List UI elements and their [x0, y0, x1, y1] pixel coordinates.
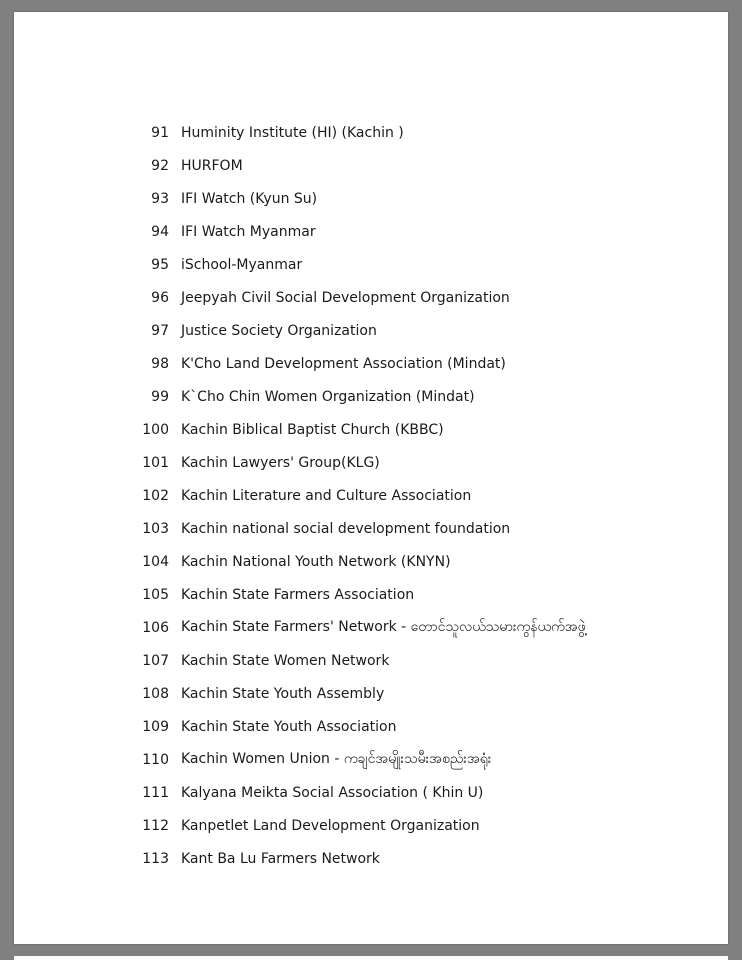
list-item [14, 149, 728, 182]
organization-name: Kachin National Youth Network (KNYN) [181, 553, 451, 570]
list-item [14, 248, 728, 281]
list-item [14, 578, 728, 611]
organization-name: Huminity Institute (HI) (Kachin ) [181, 124, 404, 141]
item-number: 97 [151, 322, 169, 339]
organization-name: Kant Ba Lu Farmers Network [181, 850, 380, 867]
list-item [14, 512, 728, 545]
organization-name: Kalyana Meikta Social Association ( Khin U) [181, 784, 484, 801]
organization-name: Kachin Literature and Culture Association [181, 487, 472, 504]
organization-name: IFI Watch Myanmar [181, 223, 316, 240]
list-item [14, 380, 728, 413]
item-number: 102 [142, 487, 169, 504]
item-number: 110 [142, 751, 169, 768]
list-item [14, 710, 728, 743]
organization-name: Justice Society Organization [181, 322, 377, 339]
organization-name: iSchool-Myanmar [181, 256, 303, 273]
item-number: 92 [151, 157, 169, 174]
list-item [14, 281, 728, 314]
item-number: 108 [142, 685, 169, 702]
item-number: 112 [142, 817, 169, 834]
organization-name: Kachin State Youth Assembly [181, 685, 385, 702]
document-page [14, 12, 728, 944]
item-number: 99 [151, 388, 169, 405]
list-item [14, 644, 728, 677]
organization-name: IFI Watch (Kyun Su) [181, 190, 318, 207]
list-item [14, 413, 728, 446]
next-page-edge [14, 956, 728, 960]
item-number: 104 [142, 553, 169, 570]
organization-name: Kachin State Farmers' Network - တောင်သူလယ်သမားကွန်ယက်အဖွဲ့ [181, 619, 586, 635]
organization-name: Kachin Women Union - ကချင်အမျိုးသမီးအစည်းအရုံး [181, 751, 492, 767]
list-item [14, 842, 728, 875]
organization-name: Kachin Biblical Baptist Church (KBBC) [181, 421, 444, 438]
item-number: 93 [151, 190, 169, 207]
item-number: 111 [142, 784, 169, 801]
list-item [14, 743, 728, 776]
item-number: 107 [142, 652, 169, 669]
list-item [14, 677, 728, 710]
organization-name: HURFOM [181, 157, 243, 174]
organization-name: Kachin Lawyers' Group(KLG) [181, 454, 380, 471]
organization-name: K'Cho Land Development Association (Mindat) [181, 355, 506, 372]
item-number: 98 [151, 355, 169, 372]
list-item [14, 347, 728, 380]
organization-list [14, 116, 728, 875]
list-item [14, 215, 728, 248]
list-item [14, 116, 728, 149]
item-number: 91 [151, 124, 169, 141]
list-item [14, 809, 728, 842]
list-item [14, 314, 728, 347]
organization-name: Kachin State Youth Association [181, 718, 397, 735]
list-item [14, 545, 728, 578]
item-number: 96 [151, 289, 169, 306]
item-number: 94 [151, 223, 169, 240]
list-item [14, 182, 728, 215]
organization-name: Kachin State Farmers Association [181, 586, 415, 603]
list-item [14, 446, 728, 479]
item-number: 109 [142, 718, 169, 735]
item-number: 105 [142, 586, 169, 603]
item-number: 101 [142, 454, 169, 471]
list-item [14, 776, 728, 809]
list-item [14, 611, 728, 644]
organization-name: Jeepyah Civil Social Development Organization [181, 289, 510, 306]
organization-name: Kanpetlet Land Development Organization [181, 817, 480, 834]
item-number: 106 [142, 619, 169, 636]
organization-name: Kachin national social development foundation [181, 520, 511, 537]
item-number: 95 [151, 256, 169, 273]
item-number: 113 [142, 850, 169, 867]
list-item [14, 479, 728, 512]
item-number: 100 [142, 421, 169, 438]
organization-name: K`Cho Chin Women Organization (Mindat) [181, 388, 475, 405]
organization-name: Kachin State Women Network [181, 652, 390, 669]
item-number: 103 [142, 520, 169, 537]
